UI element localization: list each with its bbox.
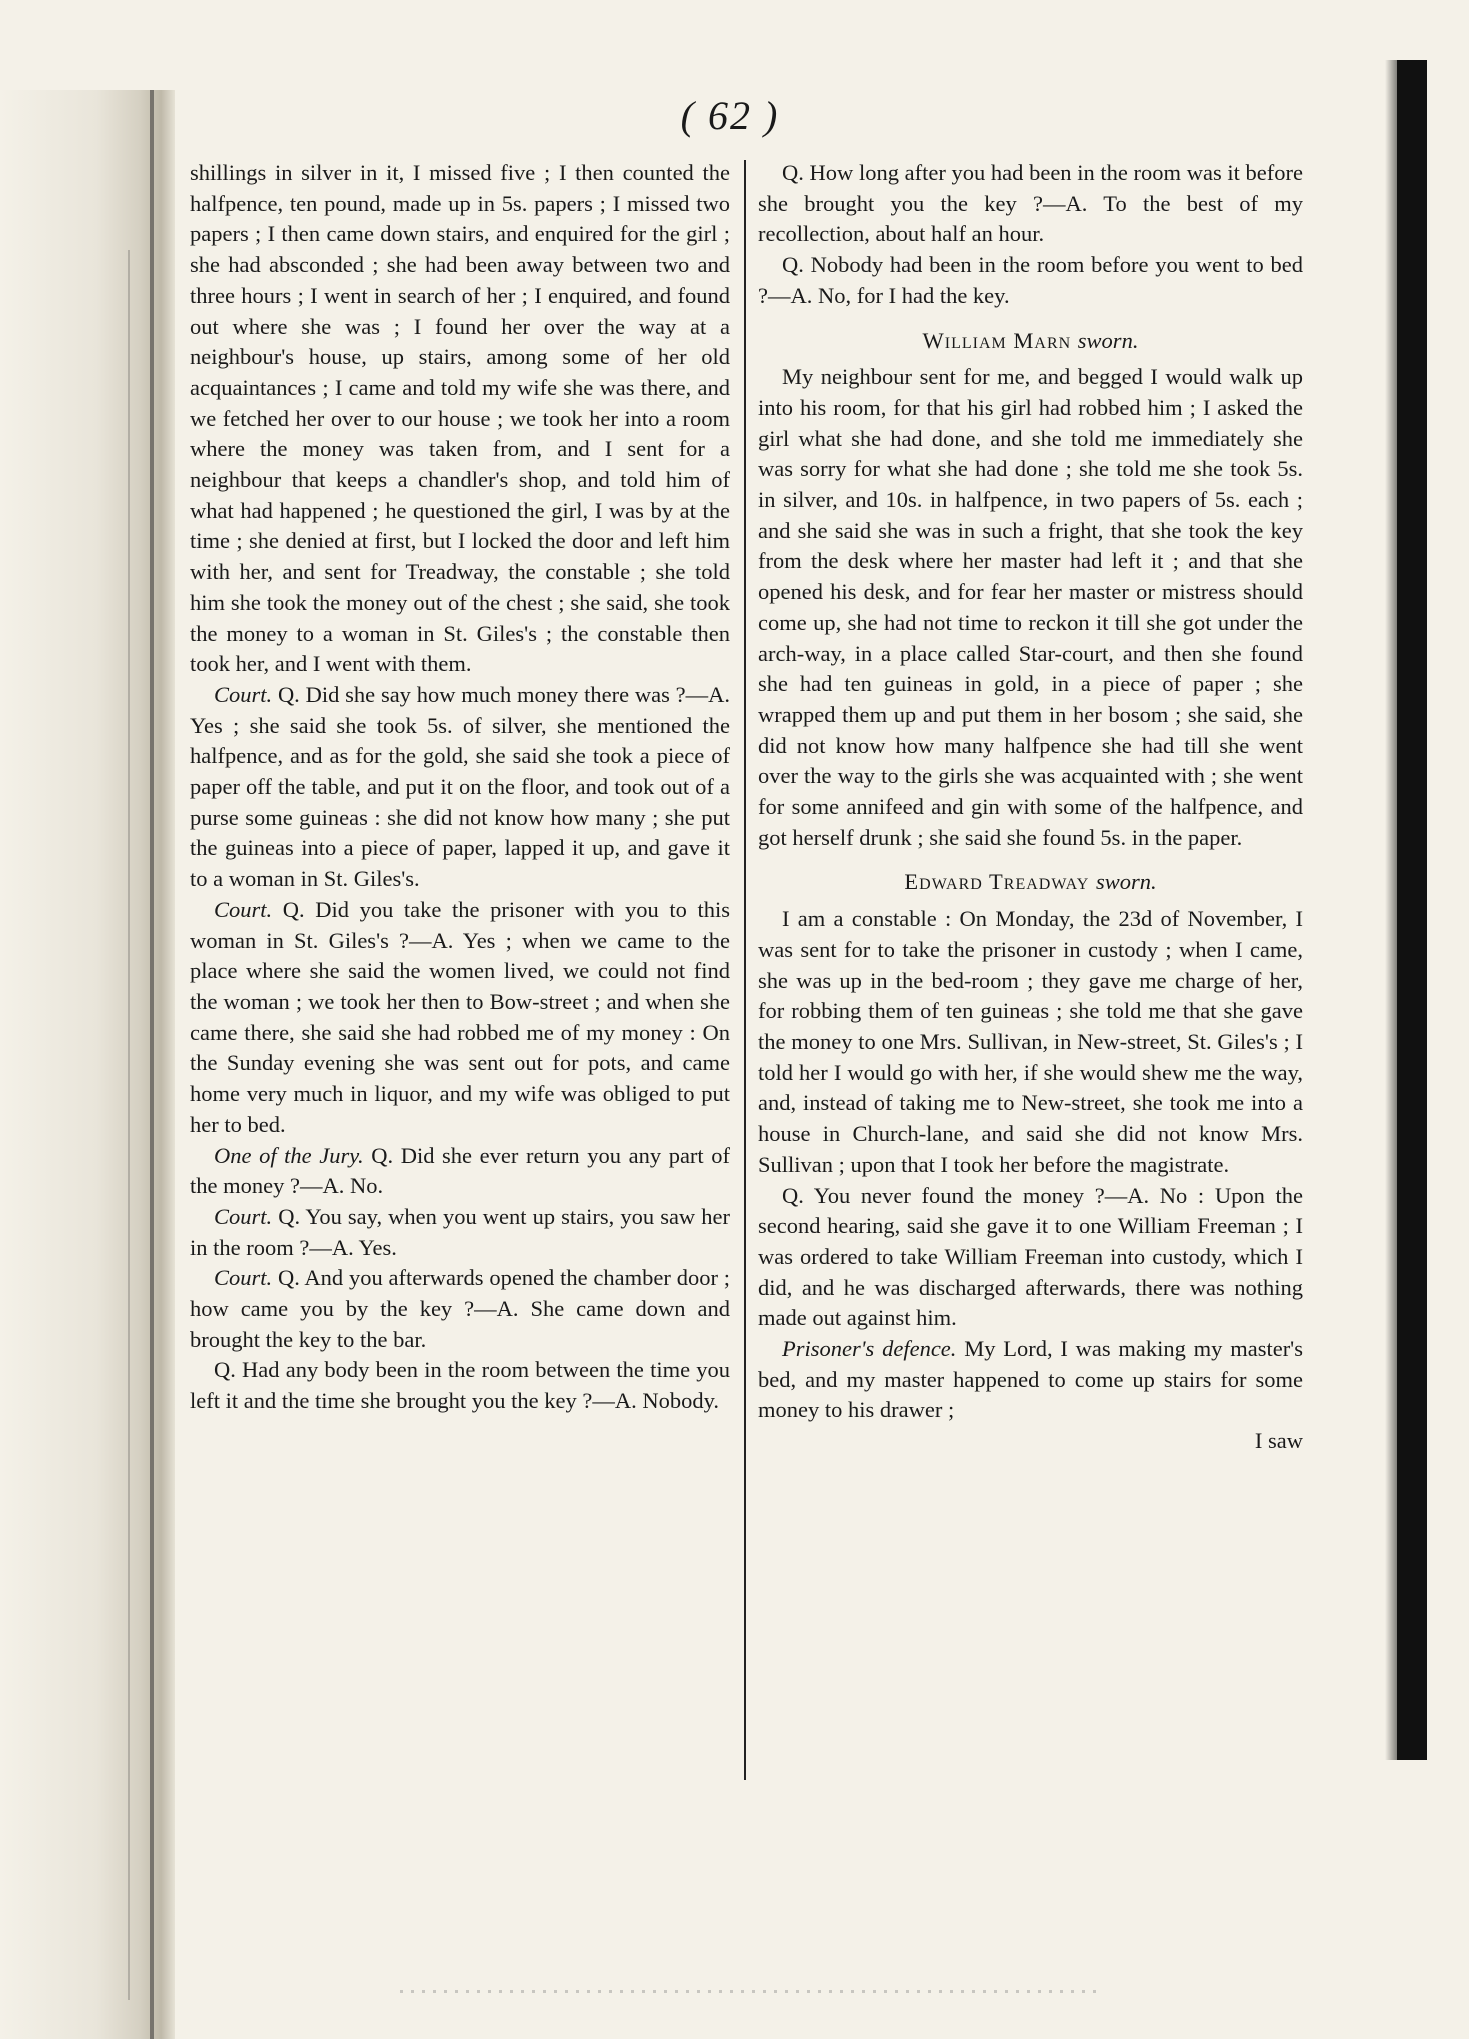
testimony-paragraph: I am a constable : On Monday, the 23d of November, I was sent for to take the prisoner in custody ; when I came, she was up in the bed-room ; they gave me charge of her, for robbing them of ten guineas ; she told me that she gave the money to one Mrs. Sullivan, in New-street, St. Giles's ; I told her I would go with her, if she would shew me the way, and, instead of taking me to New-street, she took me into a house in Church-lane, and said she did not know Mrs. Sullivan ; upon that I took her before the magistrate. <box>758 906 1303 1177</box>
paragraph-text: Q. You say, when you went up stairs, you saw her in the room ?—A. Yes. <box>190 1203 730 1260</box>
paragraph-text: Q. Had any body been in the room between the time you left it and the time she brought you the key ?—A. Nobody. <box>190 1357 730 1414</box>
paragraph-text: shillings in silver in it, I missed five ; I then counted the halfpence, ten pound, made up in 5s. papers ; I missed two papers ; I then came down stairs, and enquired for the girl ; she had absconded ; she had been away between two and three hours ; I went in search of her ; I enquired, and found out where she was ; I found her over the way at a neighbour's house, up stairs, among some of her old acquaintances ; I came and told my wife she was there, and we fetched her over to our house ; we took her into a room where the money was taken from, and I sent for a neighbour that keeps a chandler's shop, and told him of what had happened ; he questioned the girl, I was by at the time ; she denied at first, but I locked the door and left him with her, and sent for Treadway, the constable ; she told him she took the money out of the chest ; she said, she took the money to a woman in St. Giles's ; the constable then took her, and I went with them. <box>190 160 730 677</box>
testimony-paragraph <box>190 1202 730 1263</box>
witness-heading <box>758 867 1303 898</box>
witness-name: William Marn <box>922 327 1072 353</box>
testimony-paragraph <box>190 1355 730 1416</box>
speaker-label: Court. <box>214 896 273 922</box>
testimony-paragraph <box>190 158 730 680</box>
witness-name: Edward Treadway <box>904 869 1090 895</box>
testimony-paragraph: My neighbour sent for me, and begged I would walk up into his room, for that his girl had robbed him ; I asked the girl what she had done, and she told me immediately she was sorry for what she had done ; she told me she took 5s. in silver, and 10s. in halfpence, in two papers of 5s. each ; and she said she was in such a fright, that she took the key from the desk where her master had left it ; and that she opened his desk, and for fear her master or mistress should come up, she had not time to reckon it till she got under the arch-way, in a place called Star-court, and then she found she had ten guineas in gold, in a piece of paper ; she wrapped them up and put them in her bosom ; she said, she did not know how many halfpence she had till she went over the way to the girls she was acquainted with ; she went for some annifeed and gin with some of the halfpence, and got herself drunk ; she said she found 5s. in the paper. <box>758 364 1303 850</box>
binding-edge <box>150 90 154 2039</box>
testimony-paragraph: Q. How long after you had been in the room was it before she brought you the key ?—A. To the best of my recollection, about half an hour. <box>758 160 1303 247</box>
page-binding-shadow <box>0 90 175 2039</box>
page-number: ( 62 ) <box>680 93 780 138</box>
defence-paragraph <box>758 1334 1303 1426</box>
catchword: I saw <box>1254 1428 1303 1454</box>
paragraph-text: Q. Did she ever return you any part of the money ?—A. No. <box>190 1142 731 1199</box>
defence-text: My Lord, I was making my master's bed, and my master happened to come up stairs for some money to his drawer ; <box>758 1336 1303 1423</box>
speaker-label: Court. <box>214 1265 273 1291</box>
testimony-paragraph: Q. Nobody had been in the room before you went to bed ?—A. No, for I had the key. <box>758 252 1303 308</box>
witness-heading <box>758 326 1303 357</box>
sworn-label: sworn. <box>1095 869 1157 895</box>
paragraph-text: Q. Did she say how much money there was ?—A. Yes ; she said she took 5s. of silver, she mentioned the halfpence, and as for the gold, she said she took a piece of paper off the table, and put it on the floor, and took out of a purse some guineas : she did not know how many ; she put the guineas into a piece of paper, lapped it up, and gave it to a woman in St. Giles's. <box>190 681 730 892</box>
testimony-paragraph <box>190 1141 730 1202</box>
binding-crease <box>128 250 130 2000</box>
sworn-label: sworn. <box>1077 327 1139 353</box>
testimony-paragraph <box>190 680 730 895</box>
testimony-paragraph <box>190 1263 730 1355</box>
left-column <box>190 158 730 1417</box>
speaker-label: Court. <box>214 1203 273 1229</box>
speaker-label: Court. <box>214 681 273 707</box>
testimony-paragraph: Q. You never found the money ?—A. No : Upon the second hearing, said she gave it to one William Freeman ; I was ordered to take William Freeman into custody, which I did, and he was discharged afterwards, there was nothing made out against him. <box>758 1182 1303 1331</box>
paragraph-text: Q. And you afterwards opened the chamber door ; how came you by the key ?—A. She came down and brought the key to the bar. <box>190 1265 731 1352</box>
testimony-paragraph <box>190 895 730 1141</box>
right-column <box>758 158 1303 1457</box>
scan-noise <box>400 1990 1100 1993</box>
speaker-label: One of the Jury. <box>214 1142 364 1168</box>
column-divider <box>744 160 746 1780</box>
page-edge-shadow <box>1385 60 1397 1760</box>
defence-label: Prisoner's defence. <box>782 1336 957 1362</box>
paragraph-text: Q. Did you take the prisoner with you to this woman in St. Giles's ?—A. Yes ; when we came to the place where she said the women lived, we could not find the woman ; we took her then to Bow-street ; and when she came there, she said she had robbed me of my money : On the Sunday evening she was sent out for pots, and came home very much in liquor, and my wife was obliged to put her to bed. <box>190 896 731 1137</box>
page-edge-dark-border <box>1397 60 1427 1760</box>
